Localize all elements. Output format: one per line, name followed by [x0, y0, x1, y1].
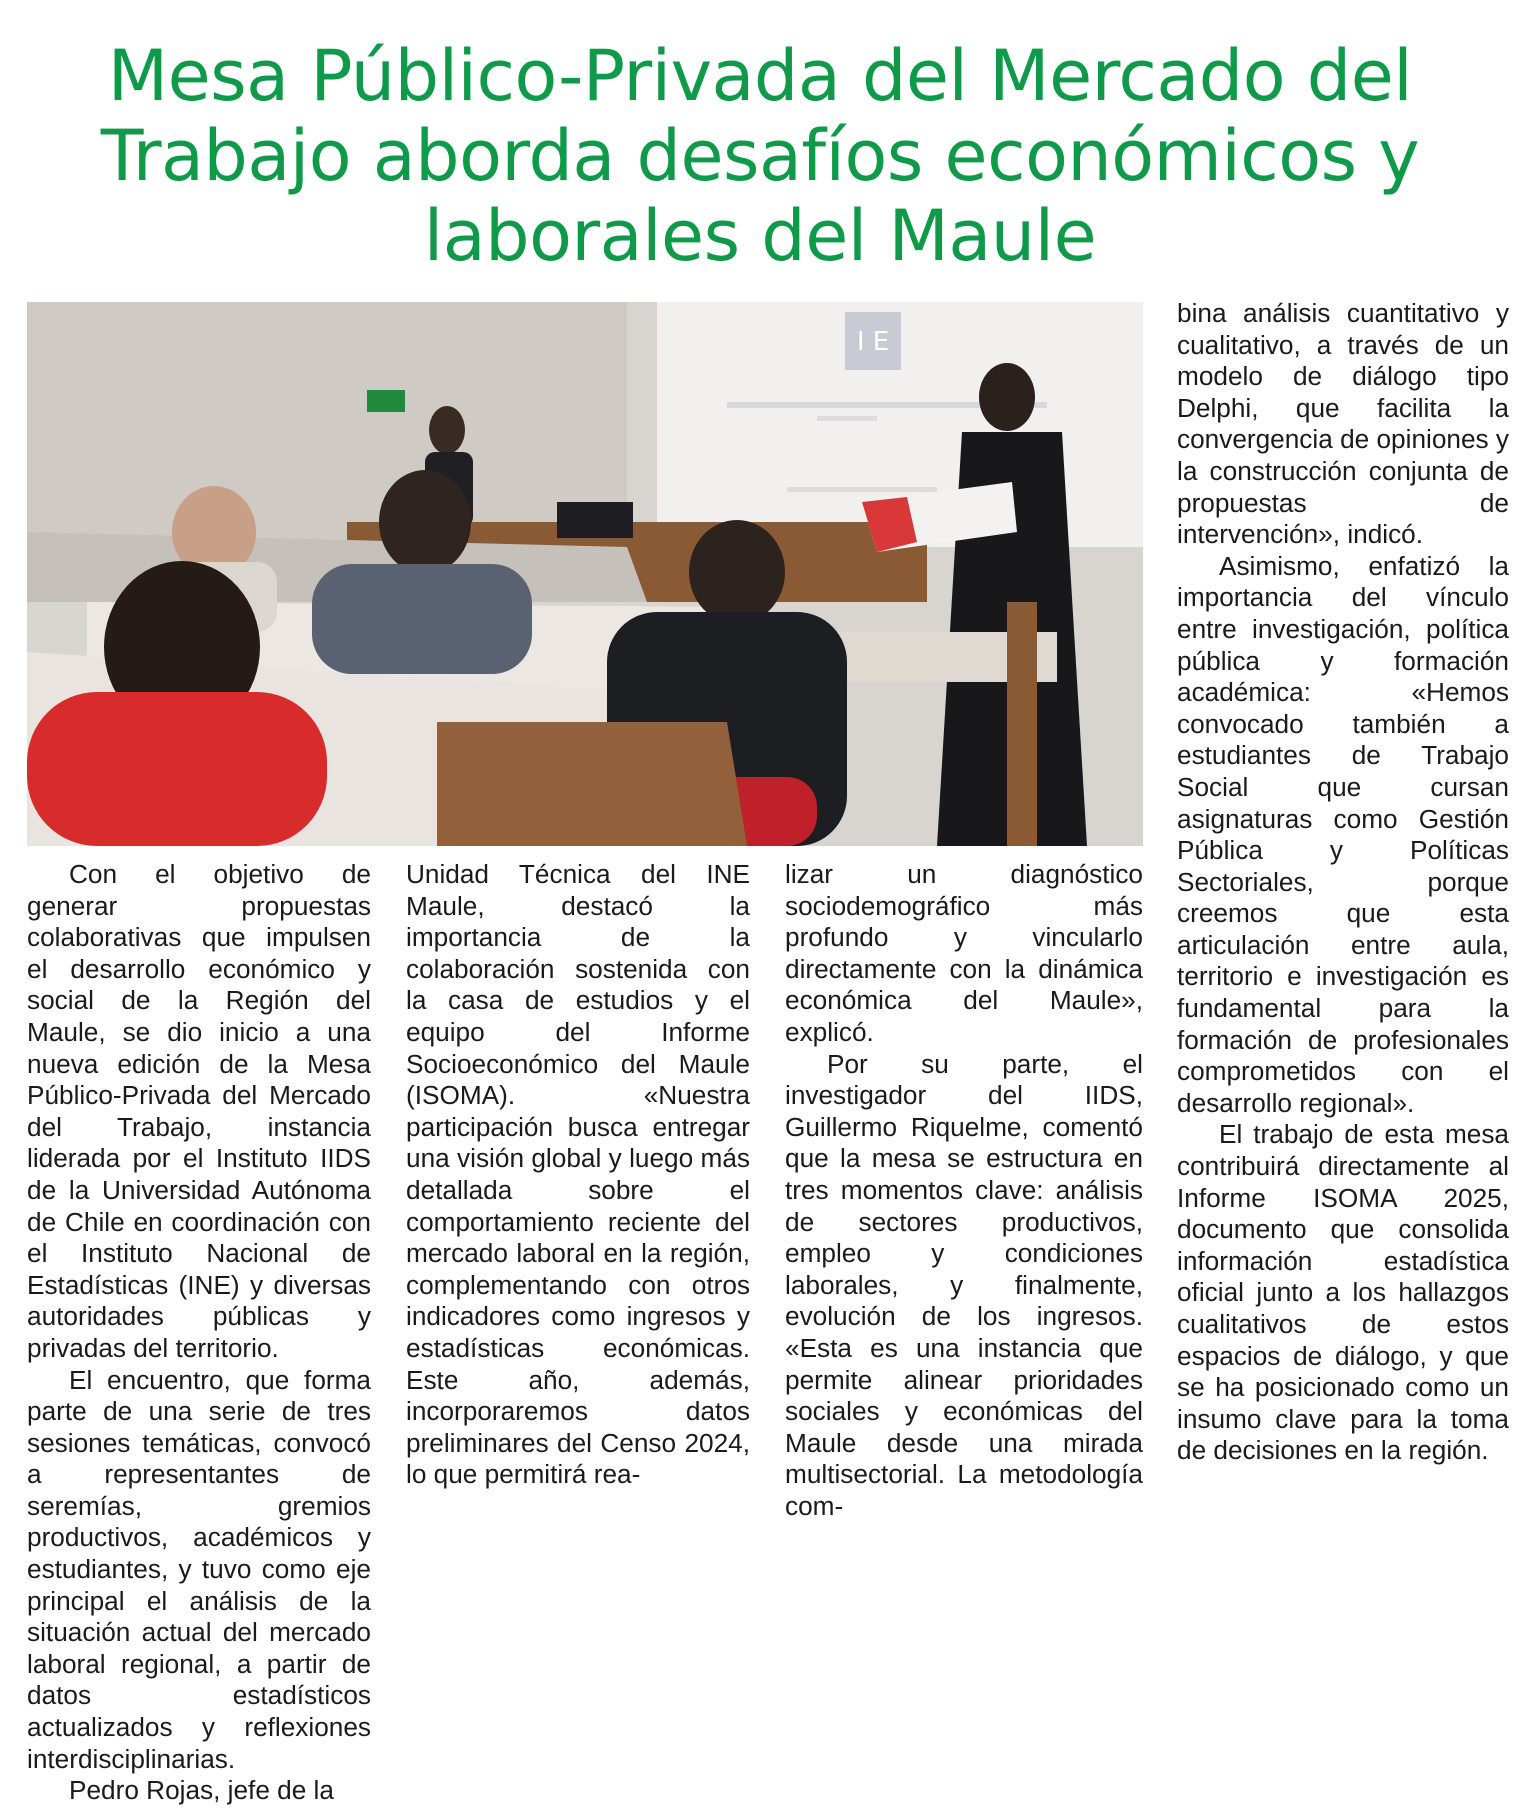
paragraph-conclusion: El trabajo de esta mesa contribuirá directamente al Informe ISOMA 2025, documento que consolida información estadística oficial junto a los hallazgos cualitativos de estos espacios de diálogo, y que se ha posicionado como un insumo clave para la toma de decisiones en la región. [1177, 1119, 1509, 1466]
paragraph-riquelme-cont: bina análisis cuantitativo y cualitativo, a través de un modelo de diálogo tipo Delphi, que facilita la convergencia de opiniones y la construcción conjunta de propuestas de intervención», indicó. [1177, 298, 1509, 550]
meeting-photo-illustration [27, 302, 1143, 846]
article-column-1 [27, 859, 371, 1807]
paragraph-pedro-rojas-start: Pedro Rojas, jefe de la [69, 1775, 334, 1806]
article-column-4 [1177, 298, 1509, 1467]
screen-logo: I E [856, 327, 890, 357]
paragraph-pedro-rojas-cont: Unidad Técnica del INE Maule, destacó la importancia de la colaboración sostenida con la casa de estudios y el equipo del Informe Socioeconómico del Maule (ISOMA). «Nuestra participación busca entregar una visión global y luego más detallada sobre el comportamiento reciente del mercado laboral en la región, complementando con otros indicadores como ingresos y estadísticas económicas. Este año, además, incorporaremos datos preliminares del Censo 2024, lo que permitirá rea- [406, 859, 750, 1490]
paragraph-pedro-rojas-end: lizar un diagnóstico sociodemográfico más profundo y vincularlo directamente con la dinámica económica del Maule», explicó. [785, 859, 1143, 1047]
paragraph-asimismo: Asimismo, enfatizó la importancia del vínculo entre investigación, política pública y formación académica: «Hemos convocado también a estudiantes de Trabajo Social que cursan asignaturas como Gestión Pública y Políticas Sectoriales, porque creemos que esta articulación entre aula, territorio e investigación es fundamental para la formación de profesionales comprometidos con el desarrollo regional». [1177, 550, 1509, 1118]
paragraph-riquelme: Por su parte, el investigador del IIDS, Guillermo Riquelme, comentó que la mesa se estructura en tres momentos clave: análisis de sectores productivos, empleo y condiciones laborales, y finalmente, evolución de los ingresos. «Esta es una instancia que permite alinear prioridades sociales y económicas del Maule desde una mirada multisectorial. La metodología com- [785, 1048, 1143, 1521]
article-headline: Mesa Público-Privada del Mercado del Trabajo aborda desafíos económicos y laborales del Maule [100, 35, 1420, 277]
paragraph-intro: Con el objetivo de generar propuestas colaborativas que impulsen el desarrollo económico y social de la Región del Maule, se dio inicio a una nueva edición de la Mesa Público-Privada del Mercado del Trabajo, instancia liderada por el Instituto IIDS de la Universidad Autónoma de Chile en coordinación con el Instituto Nacional de Estadísticas (INE) y diversas autoridades públicas y privadas del territorio. [27, 859, 371, 1363]
article-column-2 [406, 859, 750, 1491]
paragraph-encuentro: El encuentro, que forma parte de una serie de tres sesiones temáticas, convocó a representantes de seremías, gremios productivos, académicos y estudiantes, y tuvo como eje principal el análisis de la situación actual del mercado laboral regional, a partir de datos estadísticos actualizados y reflexiones interdisciplinarias. [27, 1364, 371, 1774]
exit-sign [367, 390, 405, 412]
article-photo [27, 302, 1143, 846]
article-column-3 [785, 859, 1143, 1522]
